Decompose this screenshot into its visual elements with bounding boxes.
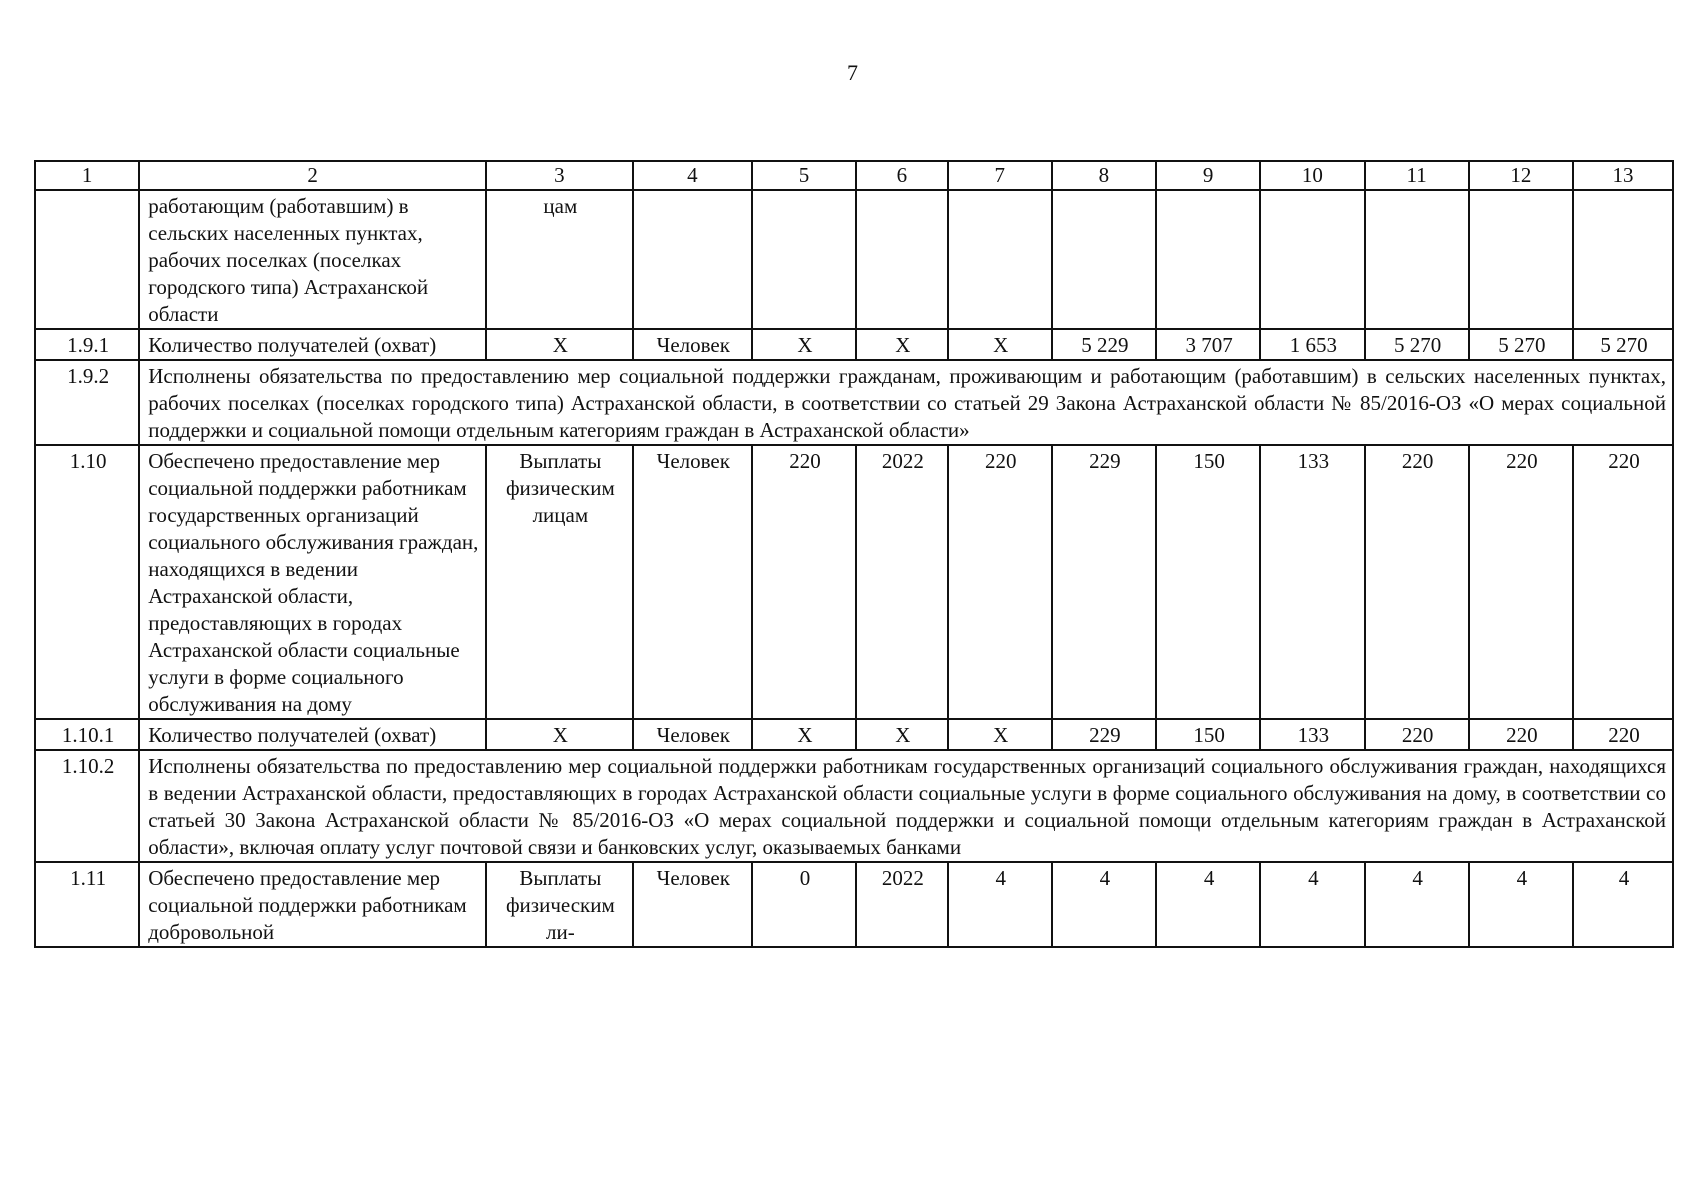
payment-type-cell: цам xyxy=(486,190,633,329)
table-row xyxy=(35,719,1673,750)
column-number: 9 xyxy=(1156,161,1260,190)
value-cell: 4 xyxy=(1052,862,1156,947)
column-number-row xyxy=(35,161,1673,190)
value-cell: 220 xyxy=(1469,445,1573,719)
row-number: 1.9.1 xyxy=(35,329,139,360)
row-number: 1.10.2 xyxy=(35,750,139,862)
row-description: работающим (работавшим) в сельских населенных пунктах, рабочих поселках (поселках городского типа) Астраханской области xyxy=(139,190,486,329)
value-cell xyxy=(856,190,947,329)
value-cell: 220 xyxy=(948,445,1052,719)
value-cell: 5 270 xyxy=(1469,329,1573,360)
value-cell: 5 270 xyxy=(1365,329,1469,360)
row-description: Количество получателей (охват) xyxy=(139,329,486,360)
value-cell: 150 xyxy=(1156,445,1260,719)
column-number: 3 xyxy=(486,161,633,190)
payment-type-cell: Выплаты физическим ли- xyxy=(486,862,633,947)
column-number: 11 xyxy=(1365,161,1469,190)
obligation-text: Исполнены обязательства по предоставлению мер социальной поддержки гражданам, проживающим и работающим (работавшим) в сельских населенных пунктах, рабочих поселках (поселках городского типа) Астраханской области, в соответствии со статьей 29 Закона Астраханской области № 85/2016-ОЗ «О мерах социальной поддержки и социальной помощи отдельным категориям граждан в Астраханской области» xyxy=(139,360,1673,445)
value-cell: Х xyxy=(752,329,856,360)
value-cell: 4 xyxy=(1365,862,1469,947)
value-cell: Х xyxy=(856,329,947,360)
value-cell: 4 xyxy=(1260,862,1364,947)
value-cell: Х xyxy=(948,329,1052,360)
page-number: 7 xyxy=(847,60,858,85)
column-number: 12 xyxy=(1469,161,1573,190)
value-cell: 133 xyxy=(1260,445,1364,719)
value-cell xyxy=(1573,190,1673,329)
column-number: 7 xyxy=(948,161,1052,190)
row-number: 1.10.1 xyxy=(35,719,139,750)
value-cell: 133 xyxy=(1260,719,1364,750)
value-cell: 2022 xyxy=(856,445,947,719)
row-number: 1.10 xyxy=(35,445,139,719)
value-cell: Х xyxy=(948,719,1052,750)
row-description: Обеспечено предоставление мер социальной поддержки работникам государственных организаций социального обслуживания граждан, находящихся в ведении Астраханской области, предоставляющих в городах Астраханской области социальные услуги в форме социального обслуживания на дому xyxy=(139,445,486,719)
table-row xyxy=(35,445,1673,719)
column-number: 5 xyxy=(752,161,856,190)
value-cell: 4 xyxy=(1156,862,1260,947)
payment-type-cell: Выплаты физическим лицам xyxy=(486,445,633,719)
column-number: 8 xyxy=(1052,161,1156,190)
value-cell xyxy=(1365,190,1469,329)
value-cell: 229 xyxy=(1052,719,1156,750)
value-cell xyxy=(1052,190,1156,329)
row-number: 1.9.2 xyxy=(35,360,139,445)
value-cell: 220 xyxy=(1365,719,1469,750)
row-description: Количество получателей (охват) xyxy=(139,719,486,750)
value-cell: 220 xyxy=(1365,445,1469,719)
value-cell: Х xyxy=(752,719,856,750)
column-number: 1 xyxy=(35,161,139,190)
table-row xyxy=(35,750,1673,862)
value-cell: 2022 xyxy=(856,862,947,947)
value-cell xyxy=(1260,190,1364,329)
value-cell xyxy=(1156,190,1260,329)
obligation-text: Исполнены обязательства по предоставлению мер социальной поддержки работникам государственных организаций социального обслуживания граждан, находящихся в ведении Астраханской области, предоставляющих в городах Астраханской области социальные услуги в форме социального обслуживания на дому, в соответствии со статьей 30 Закона Астраханской области № 85/2016-ОЗ «О мерах социальной поддержки и социальной помощи отдельным категориям граждан в Астраханской области», включая оплату услуг почтовой связи и банковских услуг, оказываемых банками xyxy=(139,750,1673,862)
unit-cell: Человек xyxy=(633,445,752,719)
value-cell: 5 270 xyxy=(1573,329,1673,360)
table-row xyxy=(35,862,1673,947)
value-cell: 220 xyxy=(752,445,856,719)
payment-type-cell: Х xyxy=(486,329,633,360)
unit-cell: Человек xyxy=(633,719,752,750)
row-number: 1.11 xyxy=(35,862,139,947)
value-cell: 220 xyxy=(1573,719,1673,750)
column-number: 6 xyxy=(856,161,947,190)
value-cell xyxy=(1469,190,1573,329)
table-row xyxy=(35,360,1673,445)
value-cell: 4 xyxy=(1469,862,1573,947)
value-cell: Х xyxy=(856,719,947,750)
value-cell: 229 xyxy=(1052,445,1156,719)
unit-cell: Человек xyxy=(633,862,752,947)
value-cell: 4 xyxy=(948,862,1052,947)
value-cell: 150 xyxy=(1156,719,1260,750)
indicators-table xyxy=(34,160,1674,948)
unit-cell xyxy=(633,190,752,329)
value-cell: 1 653 xyxy=(1260,329,1364,360)
value-cell: 3 707 xyxy=(1156,329,1260,360)
table-row xyxy=(35,190,1673,329)
value-cell xyxy=(948,190,1052,329)
column-number: 10 xyxy=(1260,161,1364,190)
value-cell: 5 229 xyxy=(1052,329,1156,360)
value-cell: 220 xyxy=(1573,445,1673,719)
column-number: 13 xyxy=(1573,161,1673,190)
table-row xyxy=(35,329,1673,360)
value-cell: 0 xyxy=(752,862,856,947)
column-number: 2 xyxy=(139,161,486,190)
unit-cell: Человек xyxy=(633,329,752,360)
payment-type-cell: Х xyxy=(486,719,633,750)
value-cell: 4 xyxy=(1573,862,1673,947)
value-cell: 220 xyxy=(1469,719,1573,750)
row-description: Обеспечено предоставление мер социальной поддержки работникам добровольной xyxy=(139,862,486,947)
value-cell xyxy=(752,190,856,329)
column-number: 4 xyxy=(633,161,752,190)
row-number xyxy=(35,190,139,329)
